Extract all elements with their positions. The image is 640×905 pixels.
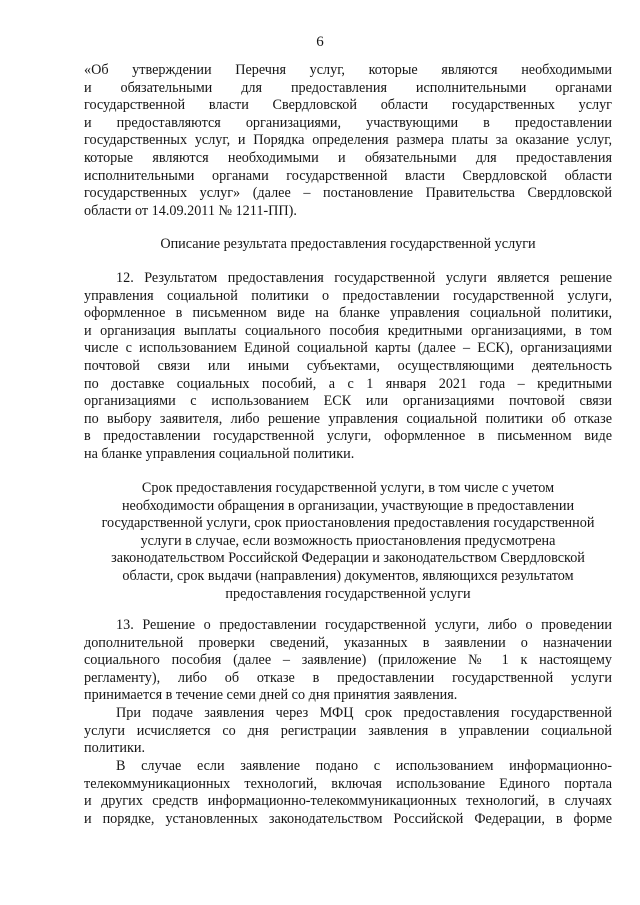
text-line: «Об утверждении Перечня услуг, которые являются необходимыми: [84, 62, 612, 78]
text-line: В случае если заявление подано с использованием информационно-: [116, 758, 612, 774]
section-heading-result: Описание результата предоставления государственной услуги: [160, 236, 536, 252]
text-line: и других средств информационно-телекоммуникационных технологий, в случаях: [84, 793, 612, 810]
text-line: исполнительными органами государственной власти Свердловской области: [84, 167, 612, 184]
text-line: которые являются необходимыми и обязательными для предоставления: [84, 149, 612, 166]
text-line: При подаче заявления через МФЦ срок предоставления государственной: [116, 705, 612, 721]
text-line: оформленное в письменном виде на бланке управления социальной политики,: [84, 305, 612, 322]
text-line: дополнительной проверки сведений, указанных в заявлении о назначении: [84, 634, 612, 651]
text-line: 13. Решение о предоставлении государственной услуги, либо о проведении: [116, 617, 612, 633]
text-line: на бланке управления социальной политики.: [84, 445, 355, 462]
text-line: государственной власти Свердловской области государственных услуг: [84, 97, 612, 114]
paragraph-online: [84, 758, 612, 828]
text-line: по выбору заявителя, либо решение управления социальной политики об отказе: [84, 410, 612, 427]
text-line: услуги исчисляется со дня регистрации заявления в управлении социальной: [84, 722, 612, 739]
intro-paragraph: [84, 62, 612, 220]
heading-line: государственной услуги, срок приостановления предоставления государственной: [101, 515, 595, 532]
text-line: и предоставляются организациями, участвующими в предоставлении: [84, 114, 612, 131]
text-line: регламенту), либо об отказе в предоставлении государственной услуги: [84, 669, 612, 686]
text-line: государственных услуг» (далее – постановление Правительства Свердловской: [84, 185, 612, 202]
page-number: 6: [316, 34, 324, 50]
text-line: почтовой связи или иными субъектами, осуществляющими деятельность: [84, 357, 612, 374]
text-line: в предоставлении государственной услуги, оформленное в письменном виде: [84, 428, 612, 445]
text-line: и порядке, установленных законодательством Российской Федерации, в форме: [84, 810, 612, 827]
text-line: политики.: [84, 740, 145, 757]
text-line: телекоммуникационных технологий, включая использование Единого портала: [84, 775, 612, 792]
heading-line: области, срок выдачи (направления) документов, являющихся результатом: [122, 567, 574, 584]
text-line: организациями с использованием ЕСК или организациями почтовой связи: [84, 393, 612, 410]
heading-line: услуги в случае, если возможность приостановления предусмотрена: [140, 532, 556, 549]
paragraph-13: [84, 617, 612, 705]
text-line: государственных услуг, и Порядка определения размера платы за оказание услуг,: [84, 132, 612, 149]
paragraph-mfc: [84, 705, 612, 758]
text-line: числе с использованием Единой социальной карты (далее – ЕСК), организациями: [84, 340, 612, 357]
heading-line: предоставления государственной услуги: [225, 585, 471, 602]
section-heading-term: [84, 480, 612, 603]
heading-line: законодательством Российской Федерации и законодательством Свердловской: [111, 550, 585, 567]
text-line: управления социальной политики о предоставлении государственной услуги,: [84, 287, 612, 304]
text-line: и организация выплаты социального пособия кредитными организациями, в том: [84, 322, 612, 339]
text-line: социального пособия (далее – заявление) (приложение № 1 к настоящему: [84, 652, 612, 669]
text-line: области от 14.09.2011 № 1211-ПП).: [84, 202, 297, 219]
text-line: по доставке социальных пособий, а с 1 января 2021 года – кредитными: [84, 375, 612, 392]
text-line: и обязательными для предоставления исполнительными органами: [84, 79, 612, 96]
text-line: принимается в течение семи дней со дня принятия заявления.: [84, 687, 458, 704]
heading-line: необходимости обращения в организации, участвующие в предоставлении: [121, 497, 575, 514]
paragraph-12: [84, 270, 612, 464]
text-line: 12. Результатом предоставления государственной услуги является решение: [116, 270, 612, 286]
heading-line: Срок предоставления государственной услуги, в том числе с учетом: [141, 480, 555, 496]
